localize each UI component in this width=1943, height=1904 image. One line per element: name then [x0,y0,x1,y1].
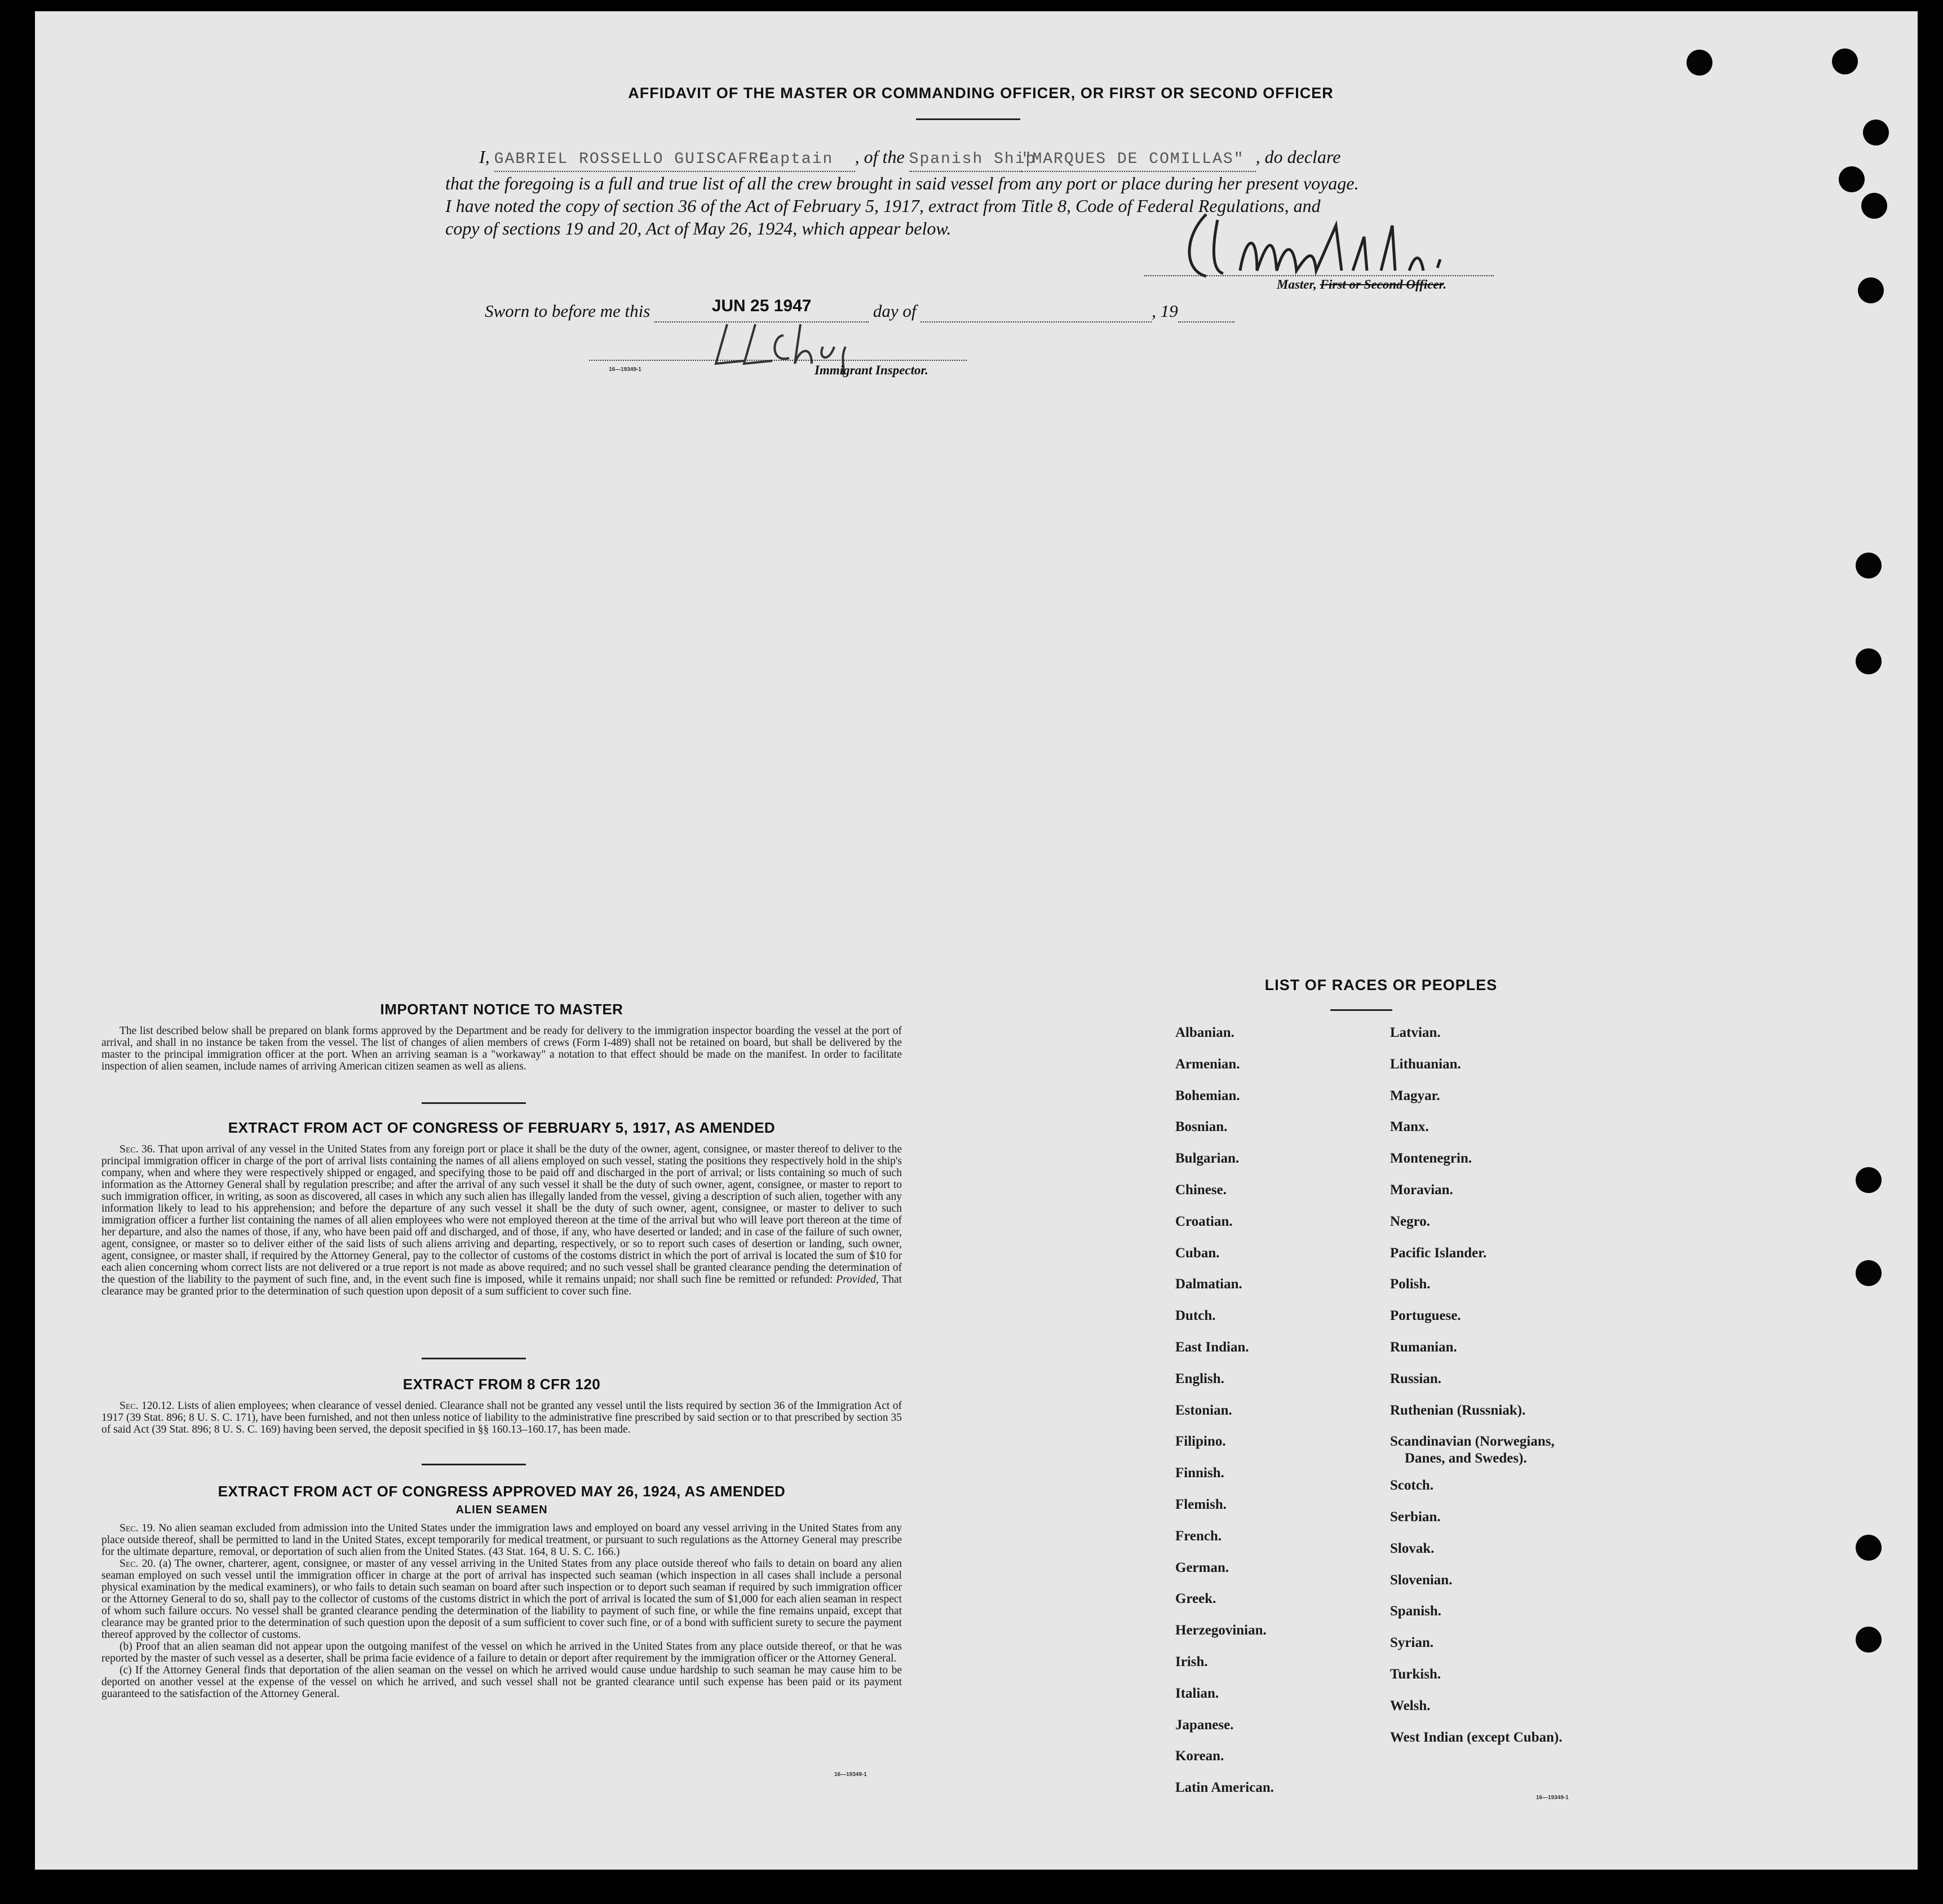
race-item: Dalmatian. [1175,1276,1242,1292]
race-item: Slovak. [1390,1540,1435,1556]
race-item: East Indian. [1175,1340,1249,1355]
notice-title: IMPORTANT NOTICE TO MASTER [380,1001,623,1018]
race-item: Dutch. [1175,1308,1216,1324]
section-text: No alien seaman excluded from admission into the United States under the immigration laws and employed on board any vessel arriving in the United States from any place outside thereof, shall be permitted to land in the United States, except temporarily for medical treatment, or pursuant to such regulations as the Attorney General may prescribe for the ultimate departure, removal, or deportation of such alien from the United States. (43 Stat. 164, 8 U. S. C. 166.) [101,1522,902,1558]
race-item: Polish. [1390,1276,1431,1292]
race-item: Bohemian. [1175,1088,1240,1103]
affidavit-title: AFFIDAVIT OF THE MASTER OR COMMANDING OFFICER, OR FIRST OR SECOND OFFICER [628,85,1334,101]
race-item: Italian. [1175,1685,1219,1701]
race-item: Korean. [1175,1748,1224,1764]
race-item: Bosnian. [1175,1119,1228,1135]
section-label: Sec. 36. [119,1143,156,1155]
race-item: Scotch. [1390,1478,1434,1494]
race-item: Lithuanian. [1390,1056,1461,1072]
year-label: , 19 [1152,301,1178,321]
race-item: Serbian. [1390,1509,1441,1525]
punch-hole [1861,193,1887,219]
vessel-name: "MARQUES DE COMILLAS" [1022,148,1256,172]
sworn-label: Sworn to before me this [485,301,650,321]
race-item: Finnish. [1175,1465,1224,1481]
race-item: Latin American. [1175,1780,1274,1796]
sec19-body [101,1522,902,1558]
date-stamp: JUN 25 1947 [711,297,812,315]
race-item: French. [1175,1528,1222,1544]
race-item: Montenegrin. [1390,1151,1472,1167]
extract-1917 [101,1119,902,1297]
race-item: Ruthenian (Russniak). [1390,1402,1526,1418]
inspector-line [589,360,967,361]
alien-seamen-heading: ALIEN SEAMEN [455,1504,548,1516]
day-of-label: day of [873,301,917,321]
race-item: Albanian. [1175,1025,1234,1040]
extract-cfr-title: EXTRACT FROM 8 CFR 120 [402,1376,601,1393]
declare-label: , do declare [1255,147,1341,167]
section-text: That clearance may be granted prior to the determination of such question upon deposit of a sum sufficient to cover such fine. [101,1274,902,1297]
race-item: Portuguese. [1390,1308,1461,1324]
extract-cfr [101,1376,902,1435]
punch-hole [1687,50,1712,76]
race-item: Japanese. [1175,1717,1234,1733]
extract-1924-title: EXTRACT FROM ACT OF CONGRESS APPROVED MAY 26, 1924, AS AMENDED [218,1483,786,1500]
race-item: Turkish. [1390,1667,1441,1682]
race-item: Irish. [1175,1654,1208,1669]
race-item: Welsh. [1390,1698,1431,1713]
notice-body: The list described below shall be prepared on blank forms approved by the Department and be ready for delivery to the immigration inspector boarding the vessel at the port of arrival, and shall in no instance be taken from the vessel. The list of changes of alien members of crews (Form I-489) shall not be retained on board, but shall be delivered by the master to the principal immigration officer at the port. When an arriving seaman is a "workaway" a notation to that effect should be made on the manifest. In order to facilitate inspection of alien seamen, include names of arriving American citizen seamen as well as aliens. [101,1025,902,1072]
race-item: Magyar. [1390,1088,1440,1103]
race-item: Croatian. [1175,1213,1233,1229]
affidavit-line: that the foregoing is a full and true list of all the crew brought in said vessel from any port or place during her present voyage. [445,173,1359,193]
race-item: Latvian. [1390,1025,1441,1040]
section-divider [422,1102,526,1104]
race-item: Flemish. [1175,1497,1227,1512]
master-rank: Captain [759,148,855,172]
caption-period: . [1443,277,1447,291]
race-item: West Indian (except Cuban). [1390,1729,1563,1745]
section-label: Sec. 19. [119,1522,156,1534]
race-item: Chinese. [1175,1182,1227,1198]
master-name: GABRIEL ROSSELLO GUISCAFRE [494,148,759,172]
affidavit-line: I have noted the copy of section 36 of the Act of February 5, 1917, extract from Title 8, Code of Federal Regulations, and [445,196,1321,216]
i-label: I, [479,147,490,167]
race-item: Spanish. [1390,1603,1442,1619]
year-field [1178,301,1234,323]
punch-hole [1856,553,1882,578]
notice-section [101,1001,902,1072]
race-item: English. [1175,1371,1224,1386]
section-text: That upon arrival of any vessel in the United States from any foreign port or place it shall be the duty of the owner, agent, consignee, or master thereof to deliver to the principal immigration officer in charge of the port of arrival lists containing the names of all aliens employed on such vessel, stating the positions they respectively hold in the ship's company, when and where they were respectively shipped or engaged, and specifying those to be paid off and discharged in the port of arrival; or lists containing so much of such information as the Attorney General shall by regulation prescribe; and after the arrival of any such vessel it shall be the duty of such owner, agent, consignee, or master to report to such immigration officer, in writing, as soon as discovered, all cases in which any such alien has illegally landed from the vessel, giving a description of such alien, together with any information likely to lead to his apprehension; and before the departure of any such vessel it shall be the duty of such owner, agent, consignee, or master to deliver to such immigration officer a further list containing the names of all alien employees who were not employed thereon at the time of the arrival but who will leave port thereon at the time of her departure, and also the names of those, if any, who have been paid off and discharged, and of those, if any, who have deserted or landed; and in case of the failure of such owner, agent, consignee, or master so to deliver either of the said lists of such aliens arriving and departing, respectively, or so to report such cases of desertion or landing, such owner, agent, consignee, or master shall, if required by the Attorney General, pay to the collector of customs of the costoms district in which the port of arrival is located the sum of $10 for each alien concerning whom correct lists are not delivered or a true report is not made as above required; and no such vessel shall be granted clearance pending the determination of the question of the liability to the payment of such fine, and, in the event such fine is imposed, while it remains unpaid; nor shall such fine be remitted or refunded: [101,1143,902,1285]
of-the-label: , of the [855,147,905,167]
master-caption [1277,277,1446,292]
extract-1924 [101,1483,902,1700]
punch-hole [1856,1535,1882,1561]
signature-line [1144,275,1494,276]
race-item: Greek. [1175,1591,1216,1607]
race-item: Bulgarian. [1175,1151,1240,1167]
section-label: Sec. 20. [119,1558,156,1570]
race-item: German. [1175,1560,1229,1575]
punch-hole [1858,277,1884,303]
master-caption-label: Master, [1277,277,1317,291]
punch-hole [1856,648,1882,674]
race-item: Armenian. [1175,1056,1240,1072]
race-item: Pacific Islander. [1390,1245,1487,1261]
sec20a-body [101,1558,902,1641]
race-item: Scandinavian (Norwegians, [1390,1434,1555,1450]
section-text: (a) The owner, charterer, agent, consignee, or master of any vessel arriving in the United States from any place outside thereof who fails to detain on board any alien seaman employed on such vessel until the immigration officer in charge at the port of arrival has inspected such seaman (which inspection in all cases shall include a personal physical examination by the medical examiners), or who fails to detain such seaman on board after such inspection or to deport such seaman if required by such immigration officer or the Attorney General to do so, shall pay to the collector of customs of the customs district in which the port of arrival is located the sum of $1,000 for each alien seaman in respect of whom such failure occurs. No vessel shall be granted clearance pending the determination of the liability to payment of such fine, or while the fine remains unpaid, except that clearance may be granted prior to the determination of such question upon the deposit of a sum sufficient to cover such fine, or of a bond with sufficient surety to secure the payment thereof approved by the collector of customs. [101,1558,902,1641]
sec20b-body: (b) Proof that an alien seaman did not appear upon the outgoing manifest of the vessel on which he arrived in the United States from any place outside thereof, or that he was reported by the master of such vessel as a deserter, shall be prima facie evidence of a failure to detain or deport after requirement by the immigration officer or the Attorney General. [101,1641,902,1664]
race-item: Russian. [1390,1371,1442,1386]
race-item: Negro. [1390,1213,1431,1229]
punch-hole [1856,1627,1882,1653]
form-number: 16—19349-1 [834,1772,867,1778]
race-item: Syrian. [1390,1635,1434,1651]
inspector-caption: Immigrant Inspector. [815,363,928,377]
extract-cfr-body [101,1400,902,1435]
form-number: 16—19349-1 [1536,1795,1569,1801]
races-divider [1330,1009,1392,1011]
punch-hole [1856,1260,1882,1286]
proviso-label: Provided, [836,1274,879,1285]
section-label: Sec. 120.12. [119,1400,175,1412]
punch-hole [1856,1167,1882,1193]
affidavit-line: copy of sections 19 and 20, Act of May 26, 1924, which appear below. [445,218,951,238]
race-item: Estonian. [1175,1402,1232,1418]
nationality-vessel: Spanish Ship [909,148,1022,172]
race-item: Filipino. [1175,1434,1226,1450]
races-title: LIST OF RACES OR PEOPLES [1264,977,1498,993]
race-item: Moravian. [1390,1182,1453,1198]
punch-hole [1832,48,1858,74]
race-item: Rumanian. [1390,1340,1457,1355]
section-divider [422,1358,526,1359]
race-item: Slovenian. [1390,1572,1453,1588]
race-item: Herzegovinian. [1175,1623,1267,1638]
punch-hole [1839,166,1865,192]
extract-1917-title: EXTRACT FROM ACT OF CONGRESS OF FEBRUARY 5, 1917, AS AMENDED [228,1119,776,1136]
extract-1917-body [101,1143,902,1297]
sec20c-body: (c) If the Attorney General finds that deportation of the alien seaman on the vessel on which he arrived would cause undue hardship to such seaman he may cause him to be deported on another vessel at the expense of the vessel on which he arrived, and such vessel shall not be granted clearance until such expense has been paid or its payment guaranteed to the satisfaction of the Attorney General. [101,1664,902,1700]
sworn-month-field [920,301,1152,323]
struck-caption: First or Second Officer [1320,277,1444,291]
race-item: Manx. [1390,1119,1429,1135]
section-divider [422,1464,526,1465]
title-divider [916,118,1020,120]
punch-hole [1863,120,1889,145]
form-number: 16—19349-1 [609,366,641,373]
race-item: Danes, and Swedes). [1405,1451,1527,1466]
race-item: Cuban. [1175,1245,1220,1261]
section-text: Lists of alien employees; when clearance of vessel denied. Clearance shall not be granted any vessel until the lists required by section 36 of the Immigration Act of 1917 (39 Stat. 896; 8 U. S. C. 171), have been furnished, and not then unless notice of liability to the administrative fine prescribed by said section or to that prescribed by section 35 of said Act (39 Stat. 896; 8 U. S. C. 169) having been served, the deposit specified in §§ 160.13–160.17, has been made. [101,1400,902,1435]
